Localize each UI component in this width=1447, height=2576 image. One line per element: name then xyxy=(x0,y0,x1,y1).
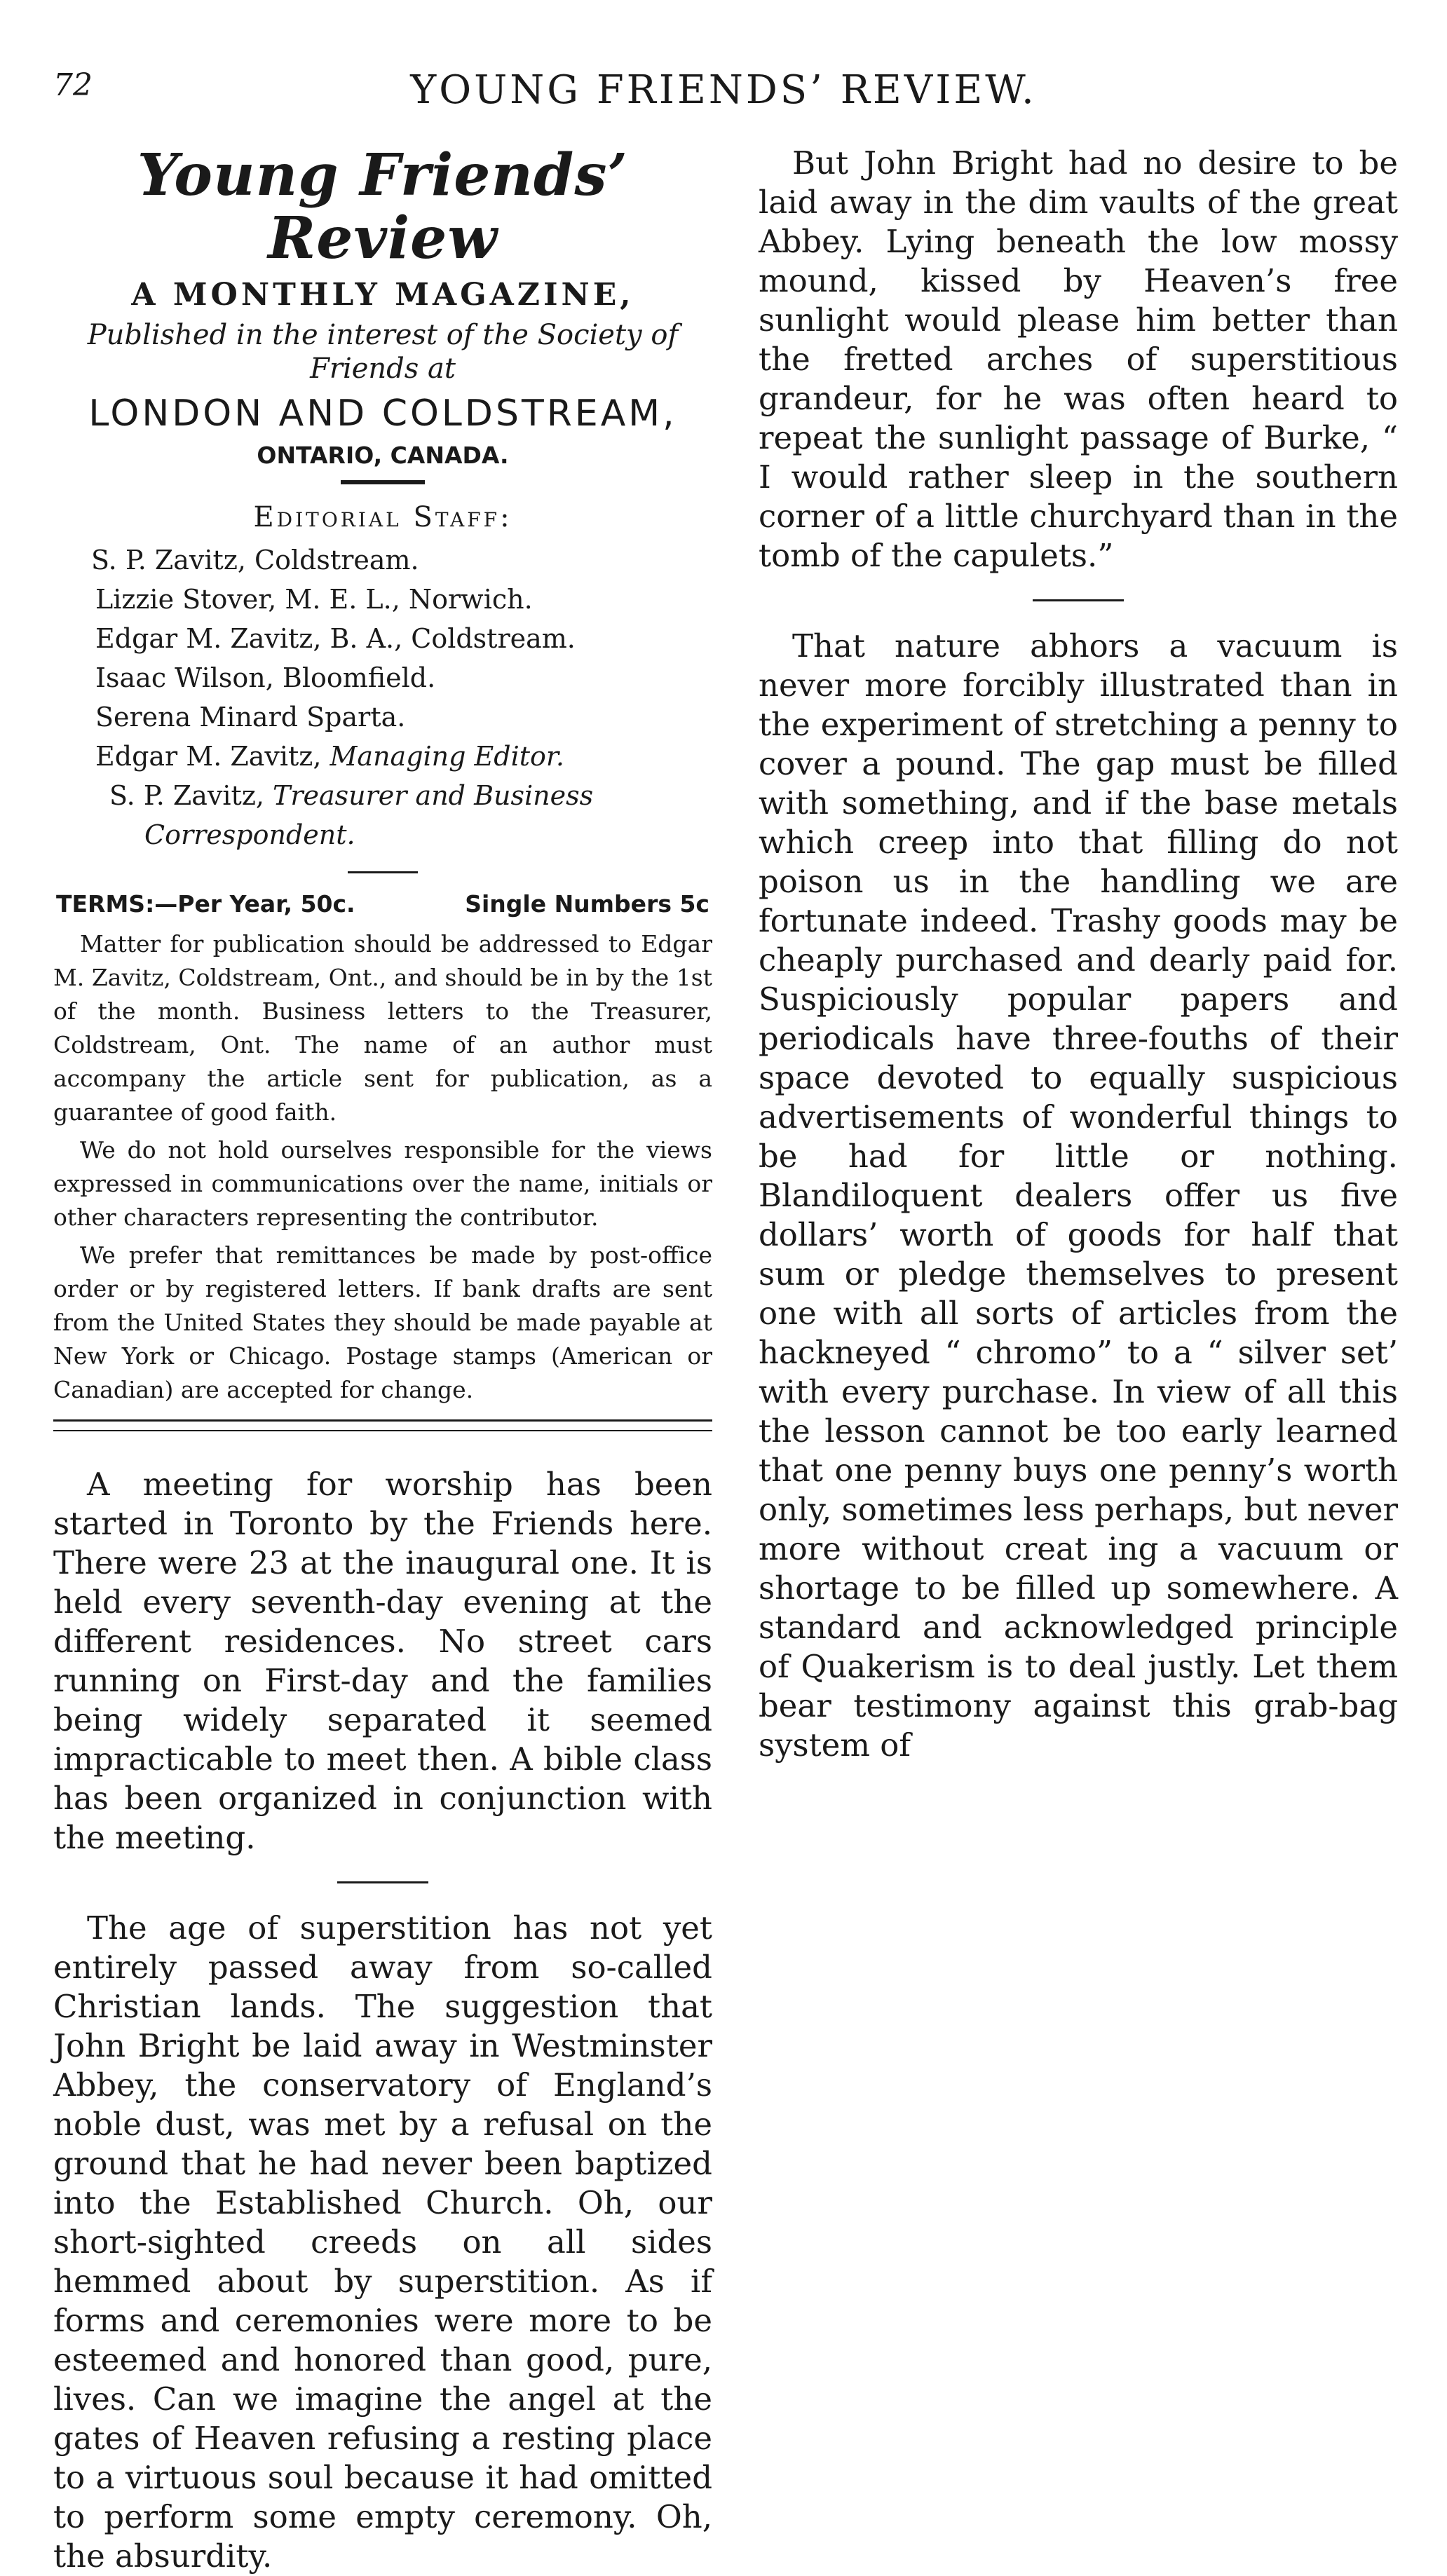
terms-line xyxy=(53,890,712,918)
staff-list xyxy=(53,540,712,854)
staff-member: Lizzie Stover, M. E. L., Norwich. xyxy=(95,584,533,615)
article-divider xyxy=(1033,599,1124,601)
article-paragraph: The age of superstition has not yet entirely passed away from so-called Christian lands. The suggestion that John Bright be laid away in Westminster Abbey, the conservatory of England’s noble dust, was met by a refusal on the ground that he had never been baptized into the Established Church. Oh, our short-sighted creeds on all sides hemmed about by superstition. As if forms and ceremonies were more to be esteemed and honored than good, pure, lives. Can we imagine the angel at the gates of Heaven refusing a resting place to a virtuous soul because it had omitted to perform some empty ceremony. Oh, the absurdity. xyxy=(53,1909,712,2575)
masthead-published: Published in the interest of the Society of Friends at xyxy=(87,319,679,386)
staff-member: Serena Minard Sparta. xyxy=(95,702,406,733)
masthead-city: LONDON AND COLDSTREAM, xyxy=(88,393,677,435)
article-paragraph: But John Bright had no desire to be laid away in the dim vaults of the great Abbey. Lying beneath the low mossy mound, kissed by Heaven’s free sunlight would please him better than the fretted arches of superstitious grandeur, for he was often heard to repeat the sunlight passage of Burke, “ I would rather sleep in the southern corner of a little churchyard than in the tomb of the capulets.” xyxy=(759,144,1398,574)
staff-member: S. P. Zavitz, Coldstream. xyxy=(91,545,419,576)
right-column xyxy=(759,144,1398,1765)
masthead-country: ONTARIO, CANADA. xyxy=(257,442,509,470)
left-column xyxy=(53,144,712,2576)
article-paragraph: That nature abhors a vacuum is never more forcibly illustrated than in the experiment of stretching a penny to cover a pound. The gap must be filled with something, and if the base metals which creep into that filling do not poison us in the handling we are fortunate indeed. Trashy goods may be cheaply purchased and dearly paid for. Suspiciously popular papers and periodicals have three-fouths of their space devoted to equally suspicious advertisements of wonderful things to be had for little or nothing. Blandiloquent dealers offer us five dollars’ worth of goods for half that sum or pledge themselves to present one with all sorts of articles from the hackneyed “ chromo” to a “ silver set’ with every purchase. In view of all this the lesson cannot be too early learned that one penny buys one penny’s worth only, sometimes less perhaps, but never more without creat ing a vacuum or shortage to be filled up somewhere. A standard and acknowledged principle of Quakerism is to deal justly. Let them bear testimony against this grab-bag system of xyxy=(759,627,1398,1764)
terms-price: TERMS:—Per Year, 50c. xyxy=(56,890,355,918)
treasurer-name: S. P. Zavitz, xyxy=(109,780,264,812)
masthead xyxy=(53,144,712,533)
masthead-rule xyxy=(341,480,425,484)
double-rule xyxy=(53,1419,712,1431)
article-toronto xyxy=(53,1465,712,1858)
terms-single: Single Numbers 5c xyxy=(465,890,709,918)
article-vacuum xyxy=(759,627,1398,1765)
staff-member: Edgar M. Zavitz, B. A., Coldstream. xyxy=(95,623,576,655)
notice-paragraph: We prefer that remittances be made by post-office order or by registered letters. If bank drafts are sent from the United States they should be made payable at New York or Chicago. Postage stamps (American or Canadian) are accepted for change. xyxy=(53,1241,712,1404)
masthead-title: Young Friends’ Review xyxy=(137,142,629,273)
article-paragraph: A meeting for worship has been started in Toronto by the Friends here. There were 23 at the inaugural one. It is held every seventh-day evening at the different residences. No street cars running on First-day and the families being widely separated it seemed impracticable to meet then. A bible class has been organized in conjunction with the meeting. xyxy=(53,1466,712,1857)
page-number: 72 xyxy=(53,67,93,103)
running-title: YOUNG FRIENDS’ REVIEW. xyxy=(410,67,1037,113)
masthead-subtitle: A MONTHLY MAGAZINE, xyxy=(131,277,634,313)
staff-managing-editor xyxy=(53,737,712,776)
article-superstition-continued xyxy=(759,144,1398,575)
article-superstition xyxy=(53,1909,712,2576)
publication-notice xyxy=(53,927,712,1407)
staff-treasurer xyxy=(53,776,712,854)
article-divider xyxy=(337,1881,428,1883)
managing-editor-role: Managing Editor. xyxy=(330,741,564,772)
staff-heading: Editorial Staff: xyxy=(253,501,512,534)
treasurer-role: Treasurer and Business Correspondent. xyxy=(144,780,594,851)
notice-paragraph: Matter for publication should be addressed to Edgar M. Zavitz, Coldstream, Ont., and should be in by the 1st of the month. Business letters to the Treasurer, Coldstream, Ont. The name of an author must accompany the article sent for publication, as a guarantee of good faith. xyxy=(53,930,712,1126)
notice-paragraph: We do not hold ourselves responsible for the views expressed in communications over the name, initials or other characters representing the contributor. xyxy=(53,1136,712,1232)
staff-member: Isaac Wilson, Bloomfield. xyxy=(95,662,436,694)
divider-rule xyxy=(348,871,418,873)
managing-editor-name: Edgar M. Zavitz, xyxy=(95,741,322,772)
